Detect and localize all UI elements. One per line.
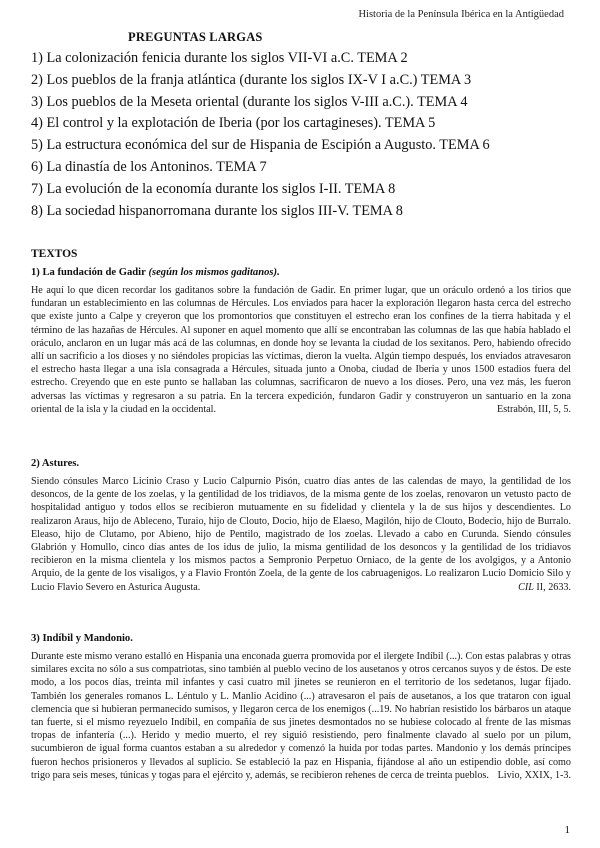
question-item: 3) Los pueblos de la Meseta oriental (durante los siglos V-III a.C.). TEMA 4 <box>31 93 468 110</box>
text-body-content: He aquí lo que dicen recordar los gaditanos sobre la fundación de Gadir. En primer lugar, que un oráculo ordenó a los tirios que fundaran un establecimiento en las columnas de Hércules. Los enviados para hacer la exploración llegaron hasta cerca del estrecho que existe junto a Calpe y creyeron que los promontorios que constituyen el estrecho eran los confines de la tierra habitada y el término de las hazañas de Hércules. Al suponer en aquel momento que allí se encontraban las columnas de las que había hablado el oráculo, anclaron en un lugar más acá de las columnas, en donde hoy se levanta la ciudad de los sexitanos. Pero, habiendo ofrecido allí un sacrificio a los dioses y no siéndoles propicias las víctimas, dieron la vuelta. Algún tiempo después, los enviados atravesaron el estrecho hasta llegar a una isla consagrada a Hércules, situada junto a Onoba, ciudad de Iberia y unos 1500 estadios fuera del estrecho. Creyendo que en este punto se hallaban las columnas, sacrificaron de nuevo a los dioses. Pero, una vez más, les fueron adversas las víctimas y regresaron a su patria. En la tercera expedición, fundaron Gadir y construyeron un santuario en la zona oriental de la isla y la ciudad en la occidental. <box>31 285 571 415</box>
source-name: Estrabón <box>497 403 534 415</box>
question-item: 4) El control y la explotación de Iberia (por los cartagineses). TEMA 5 <box>31 115 436 132</box>
question-item: 5) La estructura económica del sur de Hispania de Escipión a Augusto. TEMA 6 <box>31 137 490 154</box>
running-header: Historia de la Península Ibérica en la Antigüedad <box>358 9 564 20</box>
page-number: 1 <box>564 824 570 836</box>
source-name: CIL <box>518 581 534 593</box>
text-body <box>31 284 571 416</box>
source-ref: , XXIX, 1-3. <box>519 769 571 781</box>
source-ref: II, 2633. <box>533 581 571 593</box>
question-item: 8) La sociedad hispanorromana durante los siglos III-V. TEMA 8 <box>31 202 403 219</box>
source-ref: , III, 5, 5. <box>533 403 571 415</box>
text-heading <box>31 458 571 469</box>
questions-list <box>31 48 571 222</box>
text-heading-main: 2) Astures. <box>31 458 80 469</box>
text-heading-main: 3) Indíbil y Mandonio. <box>31 633 133 644</box>
question-item: 1) La colonización fenicia durante los siglos VII-VI a.C. TEMA 2 <box>31 50 408 66</box>
text-heading <box>31 267 571 278</box>
text-heading <box>31 633 571 644</box>
text-heading-main: 1) La fundación de Gadir <box>31 267 146 278</box>
text-block-indibil <box>31 633 571 782</box>
text-body-content: Durante este mismo verano estalló en Hispania una enconada guerra promovida por el ilergete Indíbil (...). Con estas palabras y otras similares excita no sólo a sus compatriotas, sino también al pueblo vecino de los ausetanos y otros cercanos suyos y de éstos. De este modo, a los pocos días, treinta mil infantes y casi cuatro mil jinetes se reunieron en el territorio de los sedetanos, lugar fijado. También los generales romanos L. Léntulo y L. Manlio Acidino (...) atravesaron el país de ausetanos, a los que trataron con igual clemencia que si hubieran permanecido sumisos, y llegaron cerca de los enemigos (...19. No habrían resistido los bárbaros un ataque tan fuerte, si el mismo reyezuelo Indíbil, en compañía de sus jinetes desmontados no se hubiese colocado al frente de las mismas tropas de infantería (...). Herido y medio muerto, el rey siguió resistiendo, pero finalmente clavado al suelo por un pilum, sucumbieron de igual forma cuantos estaban a su alrededor y comenzó la huida por todas partes. Mandonio y los demás príncipes fueron hechos prisioneros y llevados al suplicio. Se estableció la paz en Hispania, fijándose al año un estipendio doble, así como trigo para seis meses, túnicas y togas para el ejército y, además, se recibieron rehenes de cerca de treinta pueblos. <box>31 651 571 781</box>
question-item: 7) La evolución de la economía durante los siglos I-II. TEMA 8 <box>31 180 396 197</box>
texts-section-label: TEXTOS <box>31 248 78 260</box>
text-block-gadir <box>31 267 571 416</box>
source-name: Livio <box>497 769 520 781</box>
text-heading-sub: (según los mismos gaditanos). <box>145 267 280 278</box>
text-body <box>31 475 571 594</box>
text-source <box>518 581 571 594</box>
text-block-astures <box>31 458 571 594</box>
question-item: 2) Los pueblos de la franja atlántica (durante los siglos IX-V I a.C.) TEMA 3 <box>31 71 472 88</box>
text-source <box>497 403 571 416</box>
page-title: PREGUNTAS LARGAS <box>128 30 263 44</box>
text-body-content: Siendo cónsules Marco Licinio Craso y Lucio Calpurnio Pisón, cuatro días antes de las calendas de mayo, la gentilidad de los desoncos, de la gente de los zoelas, y la gentilidad de los tridiavos, de la misma gente de los zoelas, renovaron un vetusto pacto de hospitalidad antiguo y todos ellos se recibieron mutuamente en su fidelidad y clientela y la de sus hijos y descendientes. Lo realizaron Araus, hijo de Ableceno, Turaio, hijo de Clouto, Docio, hijo de Elaeso, Magilón, hijo de Clouto, Bodecio, hijo de Burralo. Eleaso, hijo de Clutamo, por Abieno, hijo de Pentilo, magistrado de los zoelas. Llevado a cabo en Curunda. Siendo cónsules Glabrión y Homullo, cinco días antes de los idus de julio, la misma gentilidad de los desoncos y la gentilidad de los tridiavos recibieron en la misma clientela y los mismos pactos a Sempronio Perpetuo Orniaco, de la gente de los avolgigos, y a Antonio Arquio, de la gente de los visaligos, y a Flavio Frontón Zoela, de la gente de los cabruagenigos. Lo realizaron Lucio Domicio Silo y Lucio Flavio Severo en Asturica Augusta. <box>31 476 571 593</box>
text-body <box>31 650 571 782</box>
question-item: 6) La dinastía de los Antoninos. TEMA 7 <box>31 158 267 175</box>
text-source <box>498 769 571 782</box>
